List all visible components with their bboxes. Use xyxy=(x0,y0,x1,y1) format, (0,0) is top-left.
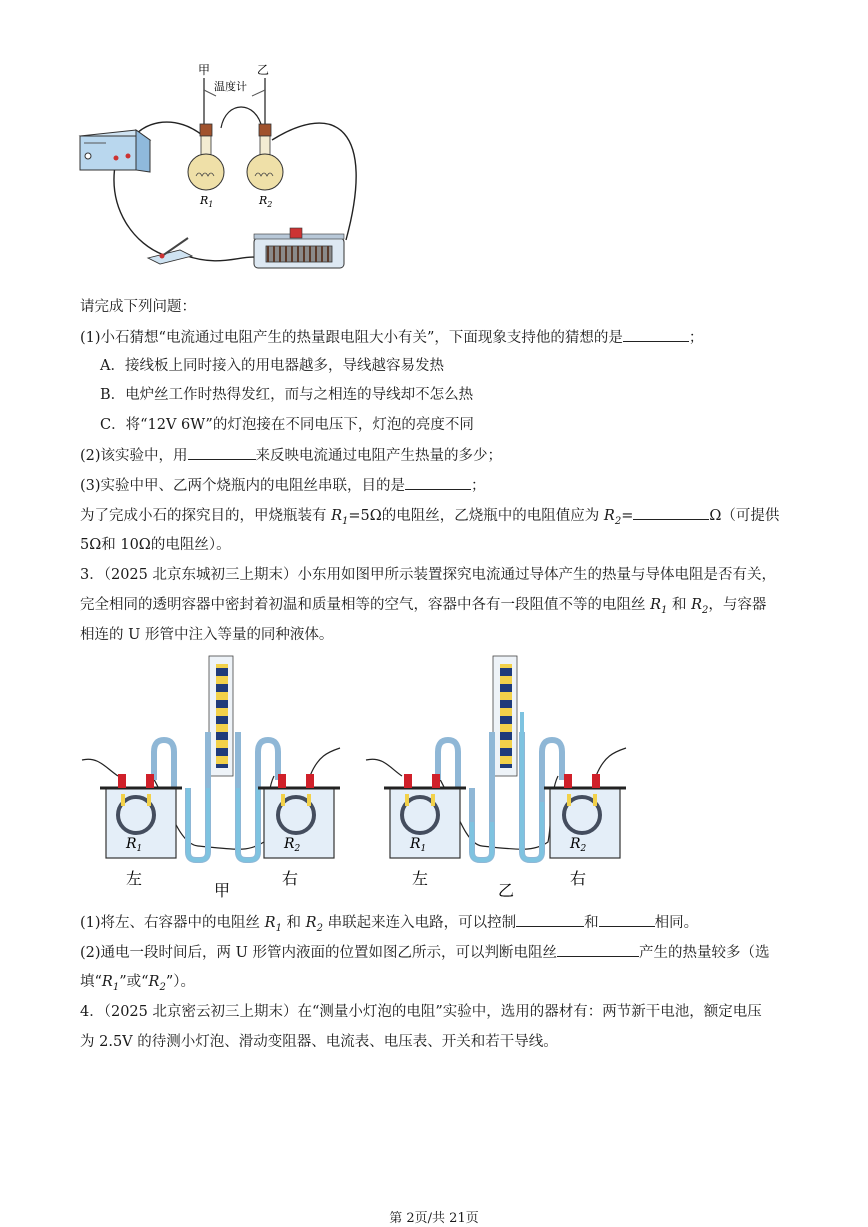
fig-label-left-yi: 左 xyxy=(412,869,429,888)
q3-stem-line3: 相连的 U 形管中注入等量的同种液体。 xyxy=(80,627,334,643)
page-number: 第 2页/共 21页 xyxy=(389,1211,479,1226)
flask-yi xyxy=(247,124,283,190)
fig-label-r1-jia: $R_1$ xyxy=(126,836,143,854)
answer-blank[interactable] xyxy=(599,912,655,927)
q4-stem-line2: 为 2.5V 的待测小灯泡、滑动变阻器、电流表、电压表、开关和若干导线。 xyxy=(80,1034,558,1050)
setup-jia xyxy=(82,656,340,860)
q2-part2: (2)该实验中，用 来反映电流通过电阻产生热量的多少； xyxy=(80,445,502,466)
fig-label-left-jia: 左 xyxy=(126,869,143,888)
fig-label-r2-jia: $R_2$ xyxy=(284,836,301,854)
answer-blank[interactable] xyxy=(557,942,639,957)
fig-label-r2-yi: $R_2$ xyxy=(570,836,587,854)
q2-part1: (1)小石猜想“电流通过电阻产生的热量跟电阻大小有关”，下面现象支持他的猜想的是 ； xyxy=(80,327,703,348)
q2-part5: 5Ω和 10Ω的电阻丝）。 xyxy=(80,537,231,553)
fig-label-jia: 甲 xyxy=(214,881,231,898)
rheostat xyxy=(254,228,344,268)
q3-stem-line2: 完全相同的透明容器中密封着初温和质量相等的空气，容器中各有一段阻值不等的电阻丝 $R_1$ 和 $R_2$，与容器 xyxy=(80,597,767,616)
q4-stem-line1: 4．（2025 北京密云初三上期末）在“测量小灯泡的电阻”实验中，选用的器材有：两节新干电池，额定电压 xyxy=(80,1004,762,1020)
q3-part2: (2)通电一段时间后，两 U 形管内液面的位置如图乙所示，可以判断电阻丝 产生的热量较多（选 xyxy=(80,942,769,963)
fig-label-right-jia: 右 xyxy=(282,869,299,888)
circuit-diagram-figure xyxy=(76,60,366,290)
q2-option-b: B．电炉丝工作时热得发红，而与之相连的导线却不怎么热 xyxy=(100,387,474,403)
label-jia: 甲 xyxy=(198,63,211,77)
answer-blank[interactable] xyxy=(405,475,471,490)
answer-blank[interactable] xyxy=(516,912,584,927)
power-supply xyxy=(80,130,150,172)
setup-yi xyxy=(366,656,626,860)
fig-label-r1-yi: $R_1$ xyxy=(410,836,427,854)
q2-option-c: C．将“12V 6W”的灯泡接在不同电压下，灯泡的亮度不同 xyxy=(100,417,474,433)
fig-label-yi: 乙 xyxy=(498,881,515,898)
answer-blank[interactable] xyxy=(188,445,256,460)
q2-option-a: A．接线板上同时接入的用电器越多，导线越容易发热 xyxy=(100,358,444,374)
label-thermometer: 温度计 xyxy=(214,80,247,93)
answer-blank[interactable] xyxy=(623,327,689,342)
fig-label-right-yi: 右 xyxy=(570,869,587,888)
u-tube-figure xyxy=(78,652,638,898)
q2-intro: 请完成下列问题： xyxy=(80,299,196,315)
q2-part3: (3)实验中甲、乙两个烧瓶内的电阻丝串联，目的是 ； xyxy=(80,475,486,496)
answer-blank[interactable] xyxy=(633,505,709,520)
q3-part2-cont: 填“$R_1$”或“$R_2$”）。 xyxy=(80,974,196,993)
q3-part1: (1)将左、右容器中的电阻丝 $R_1$ 和 $R_2$ 串联起来连入电路，可以控制 和 相同。 xyxy=(80,912,698,939)
flask-jia xyxy=(188,124,224,190)
label-r1: $R_1$ xyxy=(200,194,214,209)
label-r2: $R_2$ xyxy=(259,194,273,209)
q3-stem-line1: 3．（2025 北京东城初三上期末）小东用如图甲所示装置探究电流通过导体产生的热量与导体电阻是否有关， xyxy=(80,567,776,583)
label-yi: 乙 xyxy=(257,63,270,77)
q2-part4: 为了完成小石的探究目的，甲烧瓶装有 $R_1=5\Omega$的电阻丝，乙烧瓶中的电阻值应为 $R_2= \Omega$（可提供 xyxy=(80,505,779,532)
